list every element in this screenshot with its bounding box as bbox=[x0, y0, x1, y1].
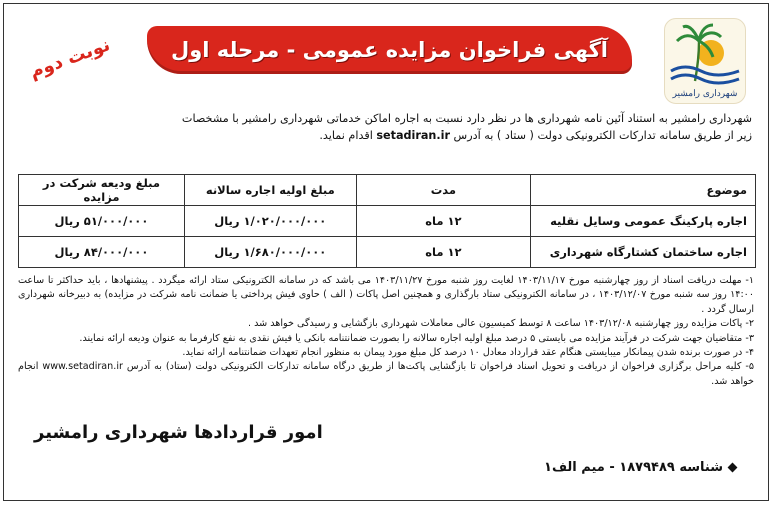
municipality-logo bbox=[664, 18, 746, 104]
cell-subject: اجاره پارکینگ عمومی وسایل نقلیه bbox=[531, 206, 756, 237]
condition-item: ۴- در صورت برنده شدن پیمانکار میبایستی هنگام عقد قرارداد معادل ۱۰ درصد کل مبلغ مورد پیمان به منظور انجام تعهدات ضمانتنامه ارائه نماید. bbox=[182, 347, 754, 359]
condition-item: ۳- متقاضیان جهت شرکت در فرآیند مزایده می بایستی ۵ درصد مبلغ اولیه اجاره سالانه را بصورت ضمانتنامه بانکی یا فیش نقدی به نفع کارفرما به عنوان ودیعه ارائه نمایند. bbox=[79, 332, 754, 344]
header-deposit: مبلغ ودیعه شرکت در مزایده bbox=[19, 175, 185, 206]
cell-term: ۱۲ ماه bbox=[356, 237, 530, 268]
cell-base-rent: ۱/۰۲۰/۰۰۰/۰۰۰ ریال bbox=[184, 206, 356, 237]
condition-item: ۲- پاکات مزایده روز چهارشنبه ۱۴۰۳/۱۲/۰۸ ساعت ۸ توسط کمیسیون عالی معاملات شهرداری بازگشایی و رسیدگی خواهد شد . bbox=[248, 318, 754, 330]
cell-deposit: ۸۴/۰۰۰/۰۰۰ ریال bbox=[19, 237, 185, 268]
announcement-body bbox=[12, 12, 760, 492]
header-term: مدت bbox=[356, 175, 530, 206]
intro-line-2 bbox=[18, 127, 752, 144]
auction-table bbox=[18, 174, 756, 268]
condition-item: ۵- کلیه مراحل برگزاری فراخوان از دریافت و تحویل اسناد فراخوان تا بازگشایی پاکت‌ها از طریق درگاه سامانه تدارکات الکترونیکی دولت (ستاد) به آدرس www.setadiran.ir انجام خواهد شد. bbox=[18, 361, 754, 387]
cell-base-rent: ۱/۶۸۰/۰۰۰/۰۰۰ ریال bbox=[184, 237, 356, 268]
issuer-signature: امور قراردادها شهرداری رامشیر bbox=[34, 422, 323, 443]
header-base-rent: مبلغ اولیه اجاره سالانه bbox=[184, 175, 356, 206]
intro-line-2-start: زیر از طریق سامانه تدارکات الکترونیکی دولت ( ستاد ) به آدرس bbox=[453, 129, 752, 142]
header-subject: موضوع bbox=[531, 175, 756, 206]
reference-id bbox=[544, 460, 736, 475]
logo-caption: شهرداری رامشیر bbox=[672, 89, 738, 99]
announcement-frame bbox=[3, 3, 769, 501]
cell-subject: اجاره ساختمان کشتارگاه شهرداری bbox=[531, 237, 756, 268]
table-header-row bbox=[19, 175, 756, 206]
intro-line-1: شهرداری رامشیر به استناد آئین نامه شهرداری ها در نظر دارد نسبت به اجاره اماکن خدماتی شهرداری رامشیر با مشخصات bbox=[181, 112, 752, 125]
palm-tree-logo-icon bbox=[665, 19, 745, 89]
intro-paragraph bbox=[18, 110, 752, 144]
cell-term: ۱۲ ماه bbox=[356, 206, 530, 237]
cell-deposit: ۵۱/۰۰۰/۰۰۰ ریال bbox=[19, 206, 185, 237]
diamond-bullet-icon bbox=[728, 463, 738, 473]
publication-stage: نوبت دوم bbox=[26, 34, 113, 83]
table-row bbox=[19, 206, 756, 237]
intro-line-2-end: اقدام نماید. bbox=[319, 129, 373, 142]
page-title: آگهی فراخوان مزایده عمومی - مرحله اول bbox=[170, 38, 609, 62]
reference-id-text: شناسه ۱۸۷۹۴۸۹ - میم الف۱ bbox=[544, 460, 723, 475]
condition-item: ۱- مهلت دریافت اسناد از روز چهارشنبه مورخ ۱۴۰۳/۱۱/۱۷ لغایت روز شنبه مورخ ۱۴۰۳/۱۱/۲۷ می باشد که در سامانه الکترونیکی ستاد ارائه میگردد . پیشنهادها ، باید حداکثر تا ساعت ۱۴:۰۰ روز سه شنبه مورخ ۱۴۰۳/۱۲/۰۷ ، در سامانه الکترونیکی ستاد بارگذاری و همچنین اصل پاکات ( الف ) حاوی فیش پرداختی یا ضمانت نامه شرکت در مزایده) به دبیرخانه شهرداری ارسال گردد . bbox=[18, 275, 755, 315]
conditions-list bbox=[18, 274, 754, 389]
setadiran-link[interactable]: setadiran.ir bbox=[376, 129, 450, 142]
table-row bbox=[19, 237, 756, 268]
title-banner bbox=[147, 26, 632, 74]
